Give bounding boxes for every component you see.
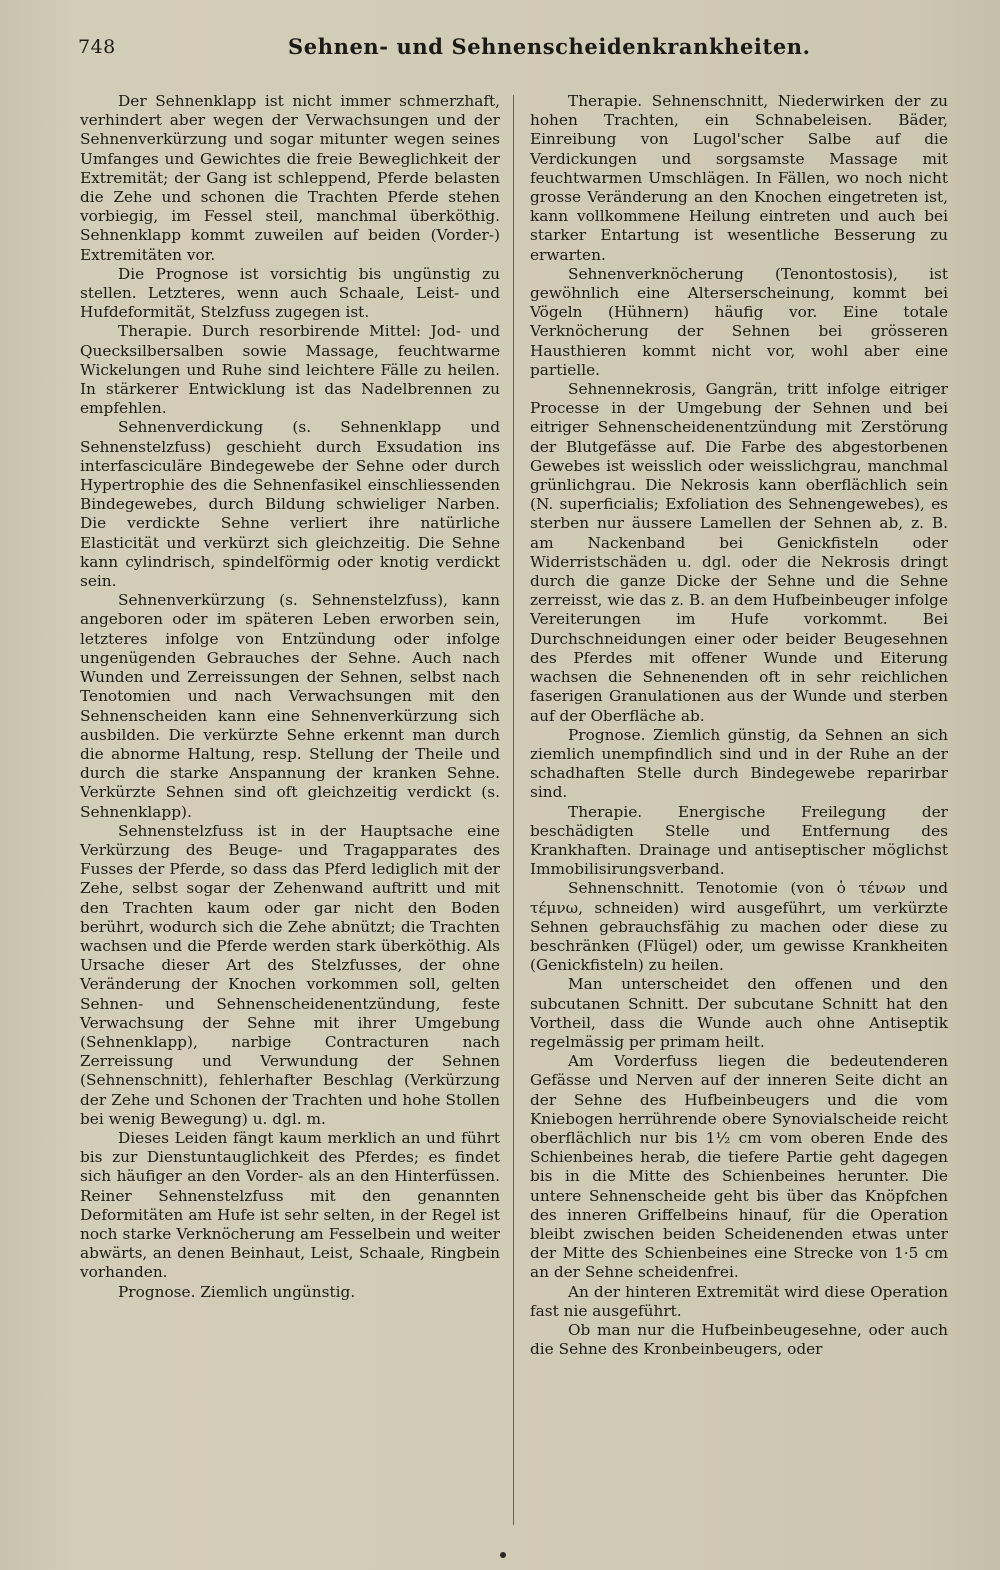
- right-column: [530, 92, 948, 1359]
- page-number: 748: [78, 36, 116, 58]
- paragraph-sehnenstelzfuss: Sehnenstelzfuss ist in der Hauptsache eine Verkürzung des Beuge- und Tragapparates des Fusses der Pferde, so dass das Pferd lediglich mit der Zehe, selbst sogar der Zehenwand auftritt und mit den Trachten kaum oder gar nicht den Boden berührt, wodurch sich die Zehe abnützt; die Trachten wachsen und die Pferde werden stark überköthig. Als Ursache dieser Art des Stelzfusses, der ohne Veränderung der Knochen vorkommen soll, gelten Sehnen- und Sehnenscheidenentzündung, feste Verwachsung der Sehne mit ihrer Umgebung (Sehnenklapp), narbige Contracturen nach Zerreissung und Verwundung der Sehnen (Sehnenschnitt), fehlerhafter Beschlag (Verkürzung der Zehe und Schonen der Trachten und hohe Stollen bei wenig Bewegung) u. dgl. m.: [80, 821, 500, 1128]
- paragraph-leiden: Dieses Leiden fängt kaum merklich an und führt bis zur Dienstuntauglichkeit des Pferdes; es findet sich häufiger an den Vorder- als an den Hinterfüssen. Reiner Sehnenstelzfuss mit den genannten Deformitäten am Hufe ist sehr selten, in der Regel ist noch starke Verknöcherung am Fesselbein und weiter abwärts, an denen Beinhaut, Leist, Schaale, Ringbein vorhanden.: [80, 1128, 500, 1282]
- column-divider: [513, 95, 514, 1525]
- paragraph-hufbeinbeugesehne: Ob man nur die Hufbeinbeugesehne, oder auch die Sehne des Kronbeinbeugers, oder: [530, 1321, 948, 1359]
- paragraph-prognose-1: Die Prognose ist vorsichtig bis ungünstig zu stellen. Letzteres, wenn auch Schaale, Leist- und Hufdeformität, Stelzfuss zugegen ist.: [80, 264, 500, 322]
- paragraph-vorderfuss: Am Vorderfuss liegen die bedeutenderen Gefässe und Nerven auf der inneren Seite dicht an der Sehne des Hufbeinbeugers und die vom Kniebogen herrührende obere Synovialscheide reicht oberflächlich nur bis 1½ cm vom oberen Ende des Schienbeines herab, die tiefere Partie geht dagegen bis in die Mitte des Schienbeines herunter. Die untere Sehnenscheide geht bis über das Knöpfchen des inneren Griffelbeins hinauf, für die Operation bleibt zwischen beiden Scheidenenden etwas unter der Mitte des Schienbeines eine Strecke von 1·5 cm an der Sehne scheidenfrei.: [530, 1052, 948, 1282]
- paragraph-sehnenverknoecherung: Sehnenverknöcherung (Tenontostosis), ist gewöhnlich eine Alterserscheinung, kommt bei Vögeln (Hühnern) häufig vor. Eine totale Verknöcherung der Sehnen bei grösseren Hausthieren kommt nicht vor, wohl aber eine partielle.: [530, 264, 948, 379]
- paragraph-sehnenschnitt: Sehnenschnitt. Tenotomie (von ὁ τένων und τέμνω, schneiden) wird ausgeführt, um verkürzte Sehnen gebrauchsfähig zu machen oder diese zu beschränken (Flügel) oder, um gewisse Krankheiten (Genickfisteln) zu heilen.: [530, 879, 948, 975]
- paragraph-hintere-extremitaet: An der hinteren Extremität wird diese Operation fast nie ausgeführt.: [530, 1282, 948, 1320]
- page-header: [78, 30, 968, 70]
- paragraph-therapie-3: Therapie. Energische Freilegung der beschädigten Stelle und Entfernung des Krankhaften. Drainage und antiseptischer möglichst Immobilisirungsverband.: [530, 802, 948, 879]
- paragraph-therapie-1: Therapie. Durch resorbirende Mittel: Jod- und Quecksilbersalben sowie Massage, feuchtwarme Wickelungen und Ruhe sind leichtere Fälle zu heilen. In stärkerer Entwicklung ist das Nadelbrennen zu empfehlen.: [80, 322, 500, 418]
- paragraph-sehnenklapp: Der Sehnenklapp ist nicht immer schmerzhaft, verhindert aber wegen der Verwachsungen und der Sehnenverkürzung und sogar mitunter wegen seines Umfanges und Gewichtes die freie Beweglichkeit der Extremität; der Gang ist schleppend, Pferde belasten die Zehe und schonen die Trachten Pferde stehen vorbiegig, im Fessel steil, manchmal überköthig. Sehnenklapp kommt zuweilen auf beiden (Vorder-) Extremitäten vor.: [80, 92, 500, 264]
- paragraph-sehnennekrosis: Sehnennekrosis, Gangrän, tritt infolge eitriger Processe in der Umgebung der Sehnen und bei eitriger Sehnenscheidenentzündung mit Zerstörung der Blutgefässe auf. Die Farbe des abgestorbenen Gewebes ist weisslich oder weisslichgrau, manchmal grünlichgrau. Die Nekrosis kann oberflächlich sein (N. superficialis; Exfoliation des Sehnengewebes), es sterben nur äussere Lamellen der Sehnen ab, z. B. am Nackenband bei Genickfisteln oder Widerristschäden u. dgl. oder die Nekrosis dringt durch die ganze Dicke der Sehne und die Sehne zerreisst, wie das z. B. an dem Hufbeinbeuger infolge Vereiterungen im Hufe vorkommt. Bei Durchschneidungen einer oder beider Beugesehnen des Pferdes mit offener Wunde und Eiterung wachsen die Sehnenenden oft in sehr reichlichen faserigen Granulationen aus der Wunde und sterben auf der Oberfläche ab.: [530, 380, 948, 725]
- paragraph-therapie-2: Therapie. Sehnenschnitt, Niederwirken der zu hohen Trachten, ein Schnabeleisen. Bäder, Einreibung von Lugol'scher Salbe auf die Verdickungen und sorgsamste Massage mit feuchtwarmen Umschlägen. In Fällen, wo noch nicht grosse Veränderung an den Knochen eingetreten ist, kann vollkommene Heilung eintreten und auch bei starker Entartung ist wesentliche Besserung zu erwarten.: [530, 92, 948, 264]
- paragraph-schnittarten: Man unterscheidet den offenen und den subcutanen Schnitt. Der subcutane Schnitt hat den Vortheil, dass die Wunde auch ohne Antiseptik regelmässig per primam heilt.: [530, 975, 948, 1051]
- paragraph-sehnenverdickung: Sehnenverdickung (s. Sehnenklapp und Sehnenstelzfuss) geschieht durch Exsudation ins interfasciculäre Bindegewebe der Sehne oder durch Hypertrophie des die Sehnenfasikel einschliessenden Bindegewebes, durch Bildung schwieliger Narben. Die verdickte Sehne verliert ihre natürliche Elasticität und verkürzt sich gleichzeitig. Die Sehne kann cylindrisch, spindelförmig oder knotig verdickt sein.: [80, 418, 500, 591]
- left-column: [80, 92, 500, 1302]
- paragraph-prognose-3: Prognose. Ziemlich günstig, da Sehnen an sich ziemlich unempfindlich sind und in der Ruhe an der schadhaften Stelle durch Bindegewebe reparirbar sind.: [530, 725, 948, 802]
- running-title: Sehnen- und Sehnenscheidenkrankheiten.: [288, 34, 811, 59]
- ink-dot: [500, 1552, 506, 1558]
- paragraph-prognose-2: Prognose. Ziemlich ungünstig.: [118, 1282, 356, 1301]
- paragraph-sehnenverkuerzung: Sehnenverkürzung (s. Sehnenstelzfuss), kann angeboren oder im späteren Leben erworben sein, letzteres infolge von Entzündung oder infolge ungenügenden Gebrauches der Sehne. Auch nach Wunden und Zerreissungen der Sehnen, selbst nach Tenotomien und nach Verwachsungen mit den Sehnenscheiden kann eine Sehnenverkürzung sich ausbilden. Die verkürzte Sehne erkennt man durch die abnorme Haltung, resp. Stellung der Theile und durch die starke Anspannung der kranken Sehne. Verkürzte Sehnen sind oft gleichzeitig verdickt (s. Sehnenklapp).: [80, 591, 500, 821]
